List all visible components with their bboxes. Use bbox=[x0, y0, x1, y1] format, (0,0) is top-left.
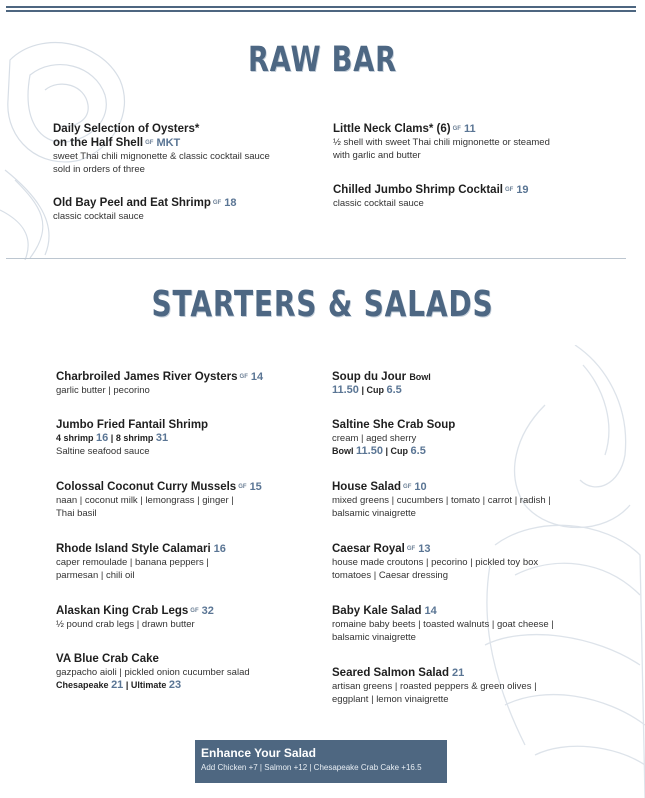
raw-bar-title: RAW BAR bbox=[248, 40, 397, 80]
item-name: Chilled Jumbo Shrimp Cocktail bbox=[333, 184, 503, 196]
size-label: Ultimate bbox=[130, 680, 167, 690]
item-name: Baby Kale Salad bbox=[332, 605, 422, 617]
separator: | bbox=[110, 433, 114, 443]
item-name: Caesar Royal bbox=[332, 543, 405, 555]
bowl-label: Bowl bbox=[409, 372, 431, 382]
menu-item-soup-du-jour bbox=[332, 370, 612, 397]
top-rule-2 bbox=[6, 10, 636, 12]
item-desc: classic cocktail sauce bbox=[333, 198, 424, 209]
gf-mark: GF bbox=[452, 126, 461, 132]
item-desc: ½ shell with sweet Thai chili mignonette or steamed bbox=[333, 137, 550, 148]
size-label: 8 shrimp bbox=[115, 433, 154, 443]
menu-item-caesar-royal bbox=[332, 542, 612, 582]
separator: | bbox=[385, 446, 388, 456]
gf-mark: GF bbox=[406, 546, 416, 552]
section-divider bbox=[6, 258, 626, 259]
item-name: Rhode Island Style Calamari bbox=[56, 543, 211, 555]
gf-mark: GF bbox=[190, 608, 199, 614]
item-desc: artisan greens | roasted peppers & green olives | bbox=[332, 681, 537, 692]
separator: | bbox=[361, 385, 364, 395]
item-desc: house made croutons | pecorino | pickled toy box bbox=[332, 557, 539, 568]
gf-mark: GF bbox=[504, 187, 514, 193]
menu-item-clams bbox=[333, 122, 613, 162]
enhance-options: Add Chicken +7 | Salmon +12 | Chesapeake Crab Cake +16.5 bbox=[201, 763, 422, 772]
menu-item-fantail-shrimp bbox=[56, 418, 336, 458]
size-price: 6.5 bbox=[386, 384, 402, 396]
size-price: 11.50 bbox=[356, 445, 383, 457]
menu-item-she-crab-soup bbox=[332, 418, 612, 458]
menu-item-old-bay-shrimp bbox=[53, 196, 333, 223]
menu-item-crab-cake bbox=[56, 652, 336, 692]
enhance-salad-box bbox=[195, 740, 447, 783]
size-price: 23 bbox=[168, 679, 182, 691]
item-price: 19 bbox=[516, 184, 529, 196]
menu-item-mussels bbox=[56, 480, 336, 520]
item-name: Daily Selection of Oysters* bbox=[53, 123, 200, 135]
item-desc: gazpacho aioli | pickled onion cucumber salad bbox=[56, 667, 250, 678]
item-price: 14 bbox=[424, 605, 437, 617]
item-desc: romaine baby beets | toasted walnuts | goat cheese | bbox=[332, 619, 554, 630]
item-name: House Salad bbox=[332, 481, 402, 493]
item-price: 21 bbox=[451, 667, 465, 679]
size-label: Bowl bbox=[332, 446, 354, 456]
size-label: 4 shrimp bbox=[56, 433, 94, 443]
item-desc: garlic butter | pecorino bbox=[56, 385, 150, 396]
gf-mark: GF bbox=[238, 484, 247, 490]
gf-mark: GF bbox=[145, 140, 154, 146]
top-rule-1 bbox=[6, 6, 636, 8]
item-desc: balsamic vinaigrette bbox=[332, 508, 416, 519]
size-price: 21 bbox=[111, 679, 124, 691]
menu-item-baby-kale-salad bbox=[332, 604, 612, 644]
gf-mark: GF bbox=[239, 374, 248, 380]
gf-mark: GF bbox=[403, 484, 412, 490]
item-desc: balsamic vinaigrette bbox=[332, 632, 416, 643]
item-name: Seared Salmon Salad bbox=[332, 667, 449, 679]
item-price: 15 bbox=[249, 481, 262, 493]
item-desc: with garlic and butter bbox=[333, 150, 421, 161]
item-desc: naan | coconut milk | lemongrass | ginger | bbox=[56, 495, 234, 506]
item-price: 10 bbox=[414, 481, 427, 493]
menu-item-charbroiled-oysters bbox=[56, 370, 336, 397]
menu-item-oysters bbox=[53, 122, 333, 176]
item-name: VA Blue Crab Cake bbox=[56, 653, 159, 665]
item-desc: tomatoes | Caesar dressing bbox=[332, 570, 448, 581]
size-price: 16 bbox=[96, 432, 109, 444]
size-price: 31 bbox=[155, 432, 169, 444]
item-price: 11 bbox=[463, 123, 476, 135]
item-name: Charbroiled James River Oysters bbox=[56, 371, 238, 383]
separator: | bbox=[125, 680, 129, 690]
item-desc: Thai basil bbox=[56, 508, 97, 519]
item-price: MKT bbox=[156, 137, 181, 149]
item-desc: cream | aged sherry bbox=[332, 433, 417, 444]
item-price: 13 bbox=[418, 543, 431, 555]
item-desc: classic cocktail sauce bbox=[53, 211, 144, 222]
size-label: Chesapeake bbox=[56, 680, 109, 690]
item-name: Colossal Coconut Curry Mussels bbox=[56, 481, 237, 493]
enhance-title: Enhance Your Salad bbox=[201, 746, 316, 760]
menu-item-shrimp-cocktail bbox=[333, 183, 613, 210]
item-desc: ½ pound crab legs | drawn butter bbox=[56, 619, 195, 630]
menu-item-king-crab-legs bbox=[56, 604, 336, 631]
item-name: Soup du Jour bbox=[332, 371, 407, 383]
size-label: Cup bbox=[366, 385, 384, 395]
item-desc: sold in orders of three bbox=[53, 164, 145, 175]
item-name: Old Bay Peel and Eat Shrimp bbox=[53, 197, 211, 209]
menu-item-salmon-salad bbox=[332, 666, 612, 706]
size-price: 11.50 bbox=[332, 384, 359, 396]
menu-item-calamari bbox=[56, 542, 336, 582]
item-desc: sweet Thai chili mignonette & classic cocktail sauce bbox=[53, 151, 270, 162]
item-name: Jumbo Fried Fantail Shrimp bbox=[56, 419, 209, 431]
item-name-line2: on the Half Shell bbox=[53, 137, 144, 149]
item-name: Alaskan King Crab Legs bbox=[56, 605, 189, 617]
item-name: Saltine She Crab Soup bbox=[332, 419, 456, 431]
gf-mark: GF bbox=[212, 200, 222, 206]
starters-title: STARTERS & SALADS bbox=[151, 284, 494, 325]
item-price: 16 bbox=[213, 543, 226, 555]
item-price: 18 bbox=[224, 197, 237, 209]
item-desc: Saltine seafood sauce bbox=[56, 446, 150, 457]
item-desc: parmesan | chili oil bbox=[56, 570, 135, 581]
menu-item-house-salad bbox=[332, 480, 612, 520]
item-desc: eggplant | lemon vinaigrette bbox=[332, 694, 449, 705]
item-price: 32 bbox=[201, 605, 214, 617]
size-label: Cup bbox=[390, 446, 408, 456]
item-desc: mixed greens | cucumbers | tomato | carrot | radish | bbox=[332, 495, 551, 506]
item-name: Little Neck Clams* (6) bbox=[333, 123, 451, 135]
item-price: 14 bbox=[250, 371, 264, 383]
size-price: 6.5 bbox=[410, 445, 426, 457]
item-desc: caper remoulade | banana peppers | bbox=[56, 557, 209, 568]
